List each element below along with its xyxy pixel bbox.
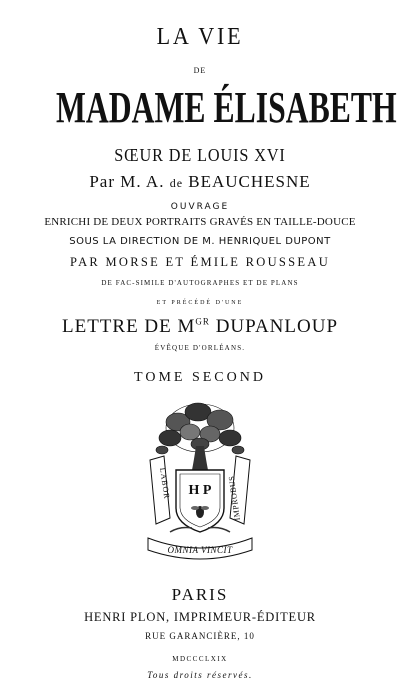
author-particle: de	[169, 176, 184, 190]
title-la-vie: LA VIE	[156, 24, 244, 50]
letter-line	[0, 316, 400, 338]
imprint-city: PARIS	[171, 585, 229, 604]
imprint-year: MDCCCLXIX	[172, 655, 228, 663]
publisher-emblem	[140, 398, 260, 570]
author-name: BEAUCHESNE	[188, 172, 311, 191]
main-title: MADAME ÉLISABETH	[56, 83, 397, 132]
letter-name: DUPANLOUP	[215, 316, 339, 337]
emblem-monogram: H P	[188, 483, 212, 498]
letter-prefix: LETTRE DE M	[61, 316, 196, 337]
work-label: OUVRAGE	[170, 202, 230, 212]
volume-label: TOME SECOND	[134, 370, 266, 385]
imprint-publisher: HENRI PLON, IMPRIMEUR-ÉDITEUR	[84, 610, 316, 624]
title-de: DE	[193, 66, 207, 75]
motto-bottom: OMNIA VINCIT	[167, 545, 233, 555]
shield-icon	[176, 470, 224, 532]
engravers-line: PAR MORSE ET ÉMILE ROUSSEAU	[69, 255, 331, 269]
motto-right: IMPROBUS	[226, 475, 242, 521]
facsimile-line: DE FAC-SIMILE D'AUTOGRAPHES ET DE PLANS	[101, 279, 299, 287]
subtitle-relation: SŒUR DE LOUIS XVI	[114, 145, 286, 165]
imprint-rights: Tous droits réservés.	[147, 670, 253, 680]
direction-line: SOUS LA DIRECTION DE M. HENRIQUEL DUPONT	[69, 236, 331, 247]
motto-left: LABOR	[158, 467, 172, 501]
author-prefix: Par	[89, 172, 115, 191]
bishop-line: ÉVÊQUE D'ORLÉANS.	[154, 344, 246, 352]
letter-sup: GR	[195, 316, 210, 327]
imprint-address: RUE GARANCIÈRE, 10	[145, 631, 255, 641]
author-initials: M. A.	[120, 172, 165, 191]
enriched-line: ENRICHI DE DEUX PORTRAITS GRAVÉS EN TAILLE-DOUCE	[44, 216, 356, 228]
author-line	[0, 172, 400, 192]
preceded-line: ET PRÉCÉDÉ D'UNE	[156, 300, 244, 306]
